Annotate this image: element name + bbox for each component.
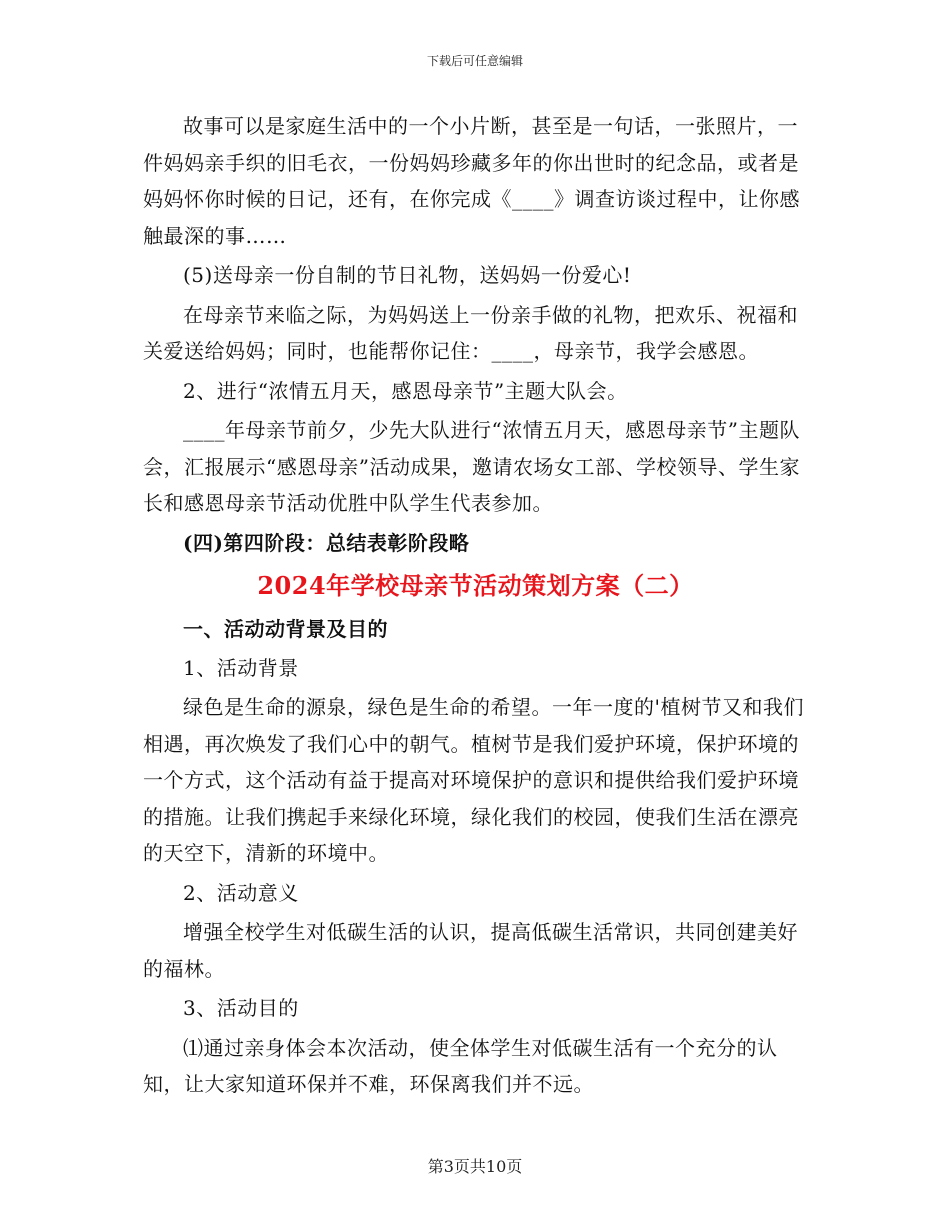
- page-header: 下载后可任意编辑: [426, 54, 523, 68]
- background-label: 1、活动背景: [183, 655, 299, 680]
- meaning-paragraph: 增强全校学生对低碳生活的认识，提高低碳生活常识，共同创建美好的福林。: [143, 920, 798, 981]
- meeting-paragraph: ____年母亲节前夕，少先大队进行“浓情五月天，感恩母亲节”主题队会，汇报展示“感恩母亲”活动成果，邀请农场女工部、学校领导、学生家长和感恩母亲节活动优胜中队学生代表参加。: [143, 418, 800, 515]
- meaning-label: 2、活动意义: [183, 880, 299, 905]
- goal-label: 3、活动目的: [183, 996, 299, 1020]
- background-paragraph: 绿色是生命的源泉，绿色是生命的希望。一年一度的'植树节又和我们相遇，再次焕发了我们心中的朝气。植树节是我们爱护环境，保护环境的一个方式，这个活动有益于提高对环境保护的意识和提供给我们爱护环境的措施。让我们携起手来绿化环境，绿化我们的校园，使我们生活在漂亮的天空下，清新的环境中。: [143, 695, 804, 865]
- section-title: 2024年学校母亲节活动策划方案（二）: [257, 570, 694, 600]
- gift-paragraph: 在母亲节来临之际，为妈妈送上一份亲手做的礼物，把欢乐、祝福和关爱送给妈妈；同时，也能帮你记住：____，母亲节，我学会感恩。: [143, 302, 798, 363]
- background-purpose-heading: 一、活动动背景及目的: [183, 616, 388, 641]
- gift-subheading: (5)送母亲一份自制的节日礼物，送妈妈一份爱心!: [183, 263, 632, 287]
- stage-four-heading: (四)第四阶段：总结表彰阶段略: [183, 530, 470, 555]
- goal-paragraph: ⑴通过亲身体会本次活动，使全体学生对低碳生活有一个充分的认知，让大家知道环保并不难，环保离我们并不远。: [143, 1035, 778, 1096]
- meeting-item: 2、进行“浓情五月天，感恩母亲节”主题大队会。: [183, 378, 628, 403]
- document-body: [143, 108, 808, 1106]
- story-paragraph: 故事可以是家庭生活中的一个小片断，甚至是一句话，一张照片，一件妈妈亲手织的旧毛衣，一份妈妈珍藏多年的你出世时的纪念品，或者是妈妈怀你时候的日记，还有，在你完成《____》调查访谈过程中，让你感触最深的事……: [143, 114, 800, 248]
- page-number: 第3页共10页: [427, 1157, 523, 1176]
